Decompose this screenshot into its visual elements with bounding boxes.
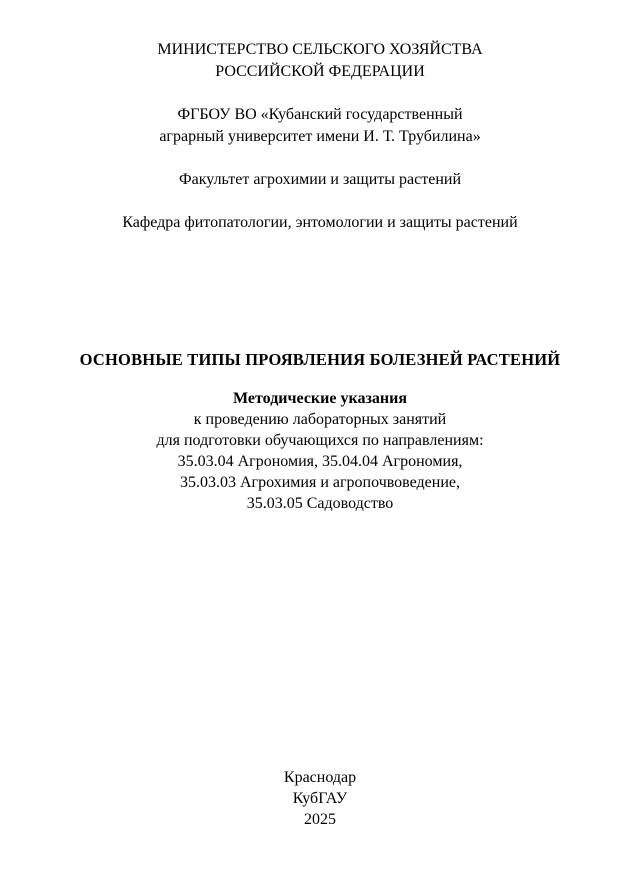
ministry-header <box>12 39 628 83</box>
document-title <box>12 349 628 371</box>
ministry-line-2: РОССИЙСКОЙ ФЕДЕРАЦИИ <box>215 63 425 80</box>
faculty-line: Факультет агрохимии и защиты растений <box>178 171 461 188</box>
university-name <box>12 104 628 148</box>
document-title-text: ОСНОВНЫЕ ТИПЫ ПРОЯВЛЕНИЯ БОЛЕЗНЕЙ РАСТЕНИЙ <box>79 350 561 369</box>
university-line-2: аграрный университет имени И. Т. Трубилина» <box>159 128 481 145</box>
subtitle-line-3: 35.03.04 Агрономия, 35.04.04 Агрономия, <box>177 453 463 470</box>
imprint-publisher: КубГАУ <box>292 790 348 807</box>
department-name <box>12 212 628 234</box>
document-subtitle <box>12 388 628 514</box>
subtitle-line-1: к проведению лабораторных занятий <box>193 411 447 428</box>
faculty-name <box>12 169 628 191</box>
subtitle-line-2: для подготовки обучающихся по направлениям: <box>156 432 484 449</box>
imprint <box>12 767 628 830</box>
university-line-1: ФГБОУ ВО «Кубанский государственный <box>177 106 463 123</box>
imprint-city: Краснодар <box>283 769 357 786</box>
ministry-line-1: МИНИСТЕРСТВО СЕЛЬСКОГО ХОЗЯЙСТВА <box>157 41 483 58</box>
subtitle-line-5: 35.03.05 Садоводство <box>246 495 394 512</box>
subtitle-line-4: 35.03.03 Агрохимия и агропочвоведение, <box>179 474 460 491</box>
imprint-year: 2025 <box>304 811 336 828</box>
subtitle-heading: Методические указания <box>233 390 407 407</box>
department-line: Кафедра фитопатологии, энтомологии и защиты растений <box>122 214 518 231</box>
